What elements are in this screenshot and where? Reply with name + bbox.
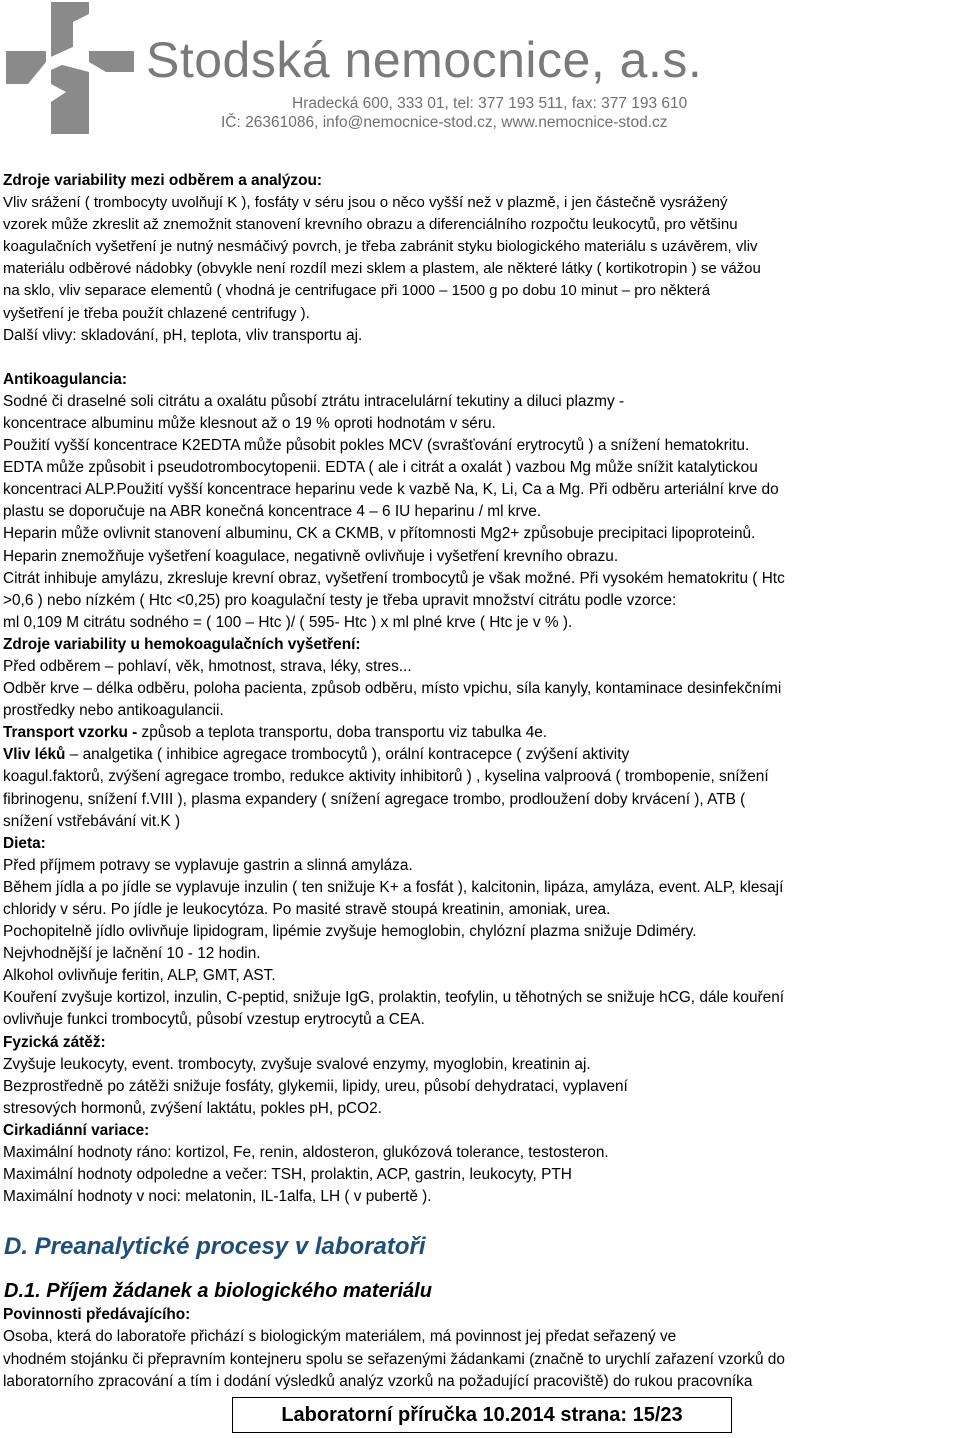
page-header	[0, 0, 960, 135]
text-line: Osoba, která do laboratoře přichází s biologickým materiálem, má povinnost jej předat seřazený ve	[3, 1328, 677, 1346]
text-line: Bezprostředně po zátěži snižuje fosfáty, glykemii, lipidy, ureu, působí dehydrataci, vyplavení	[3, 1077, 628, 1095]
heading-hemocoagulation: Zdroje variability u hemokoagulačních vyšetření:	[3, 635, 361, 653]
text-line: koncentraci ALP.Použití vyšší koncentrace heparinu vede k vazbě Na, K, Li, Ca a Mg. Při odběru arteriální krve do	[3, 481, 779, 499]
label-drugs: Vliv léků	[3, 746, 66, 764]
text-line: Kouření zvyšuje kortizol, inzulin, C-peptid, snižuje IgG, prolaktin, teofylin, u těhotných se snižuje hCG, dále kouření	[3, 989, 785, 1007]
text-line: ml 0,109 M citrátu sodného = ( 100 – Htc )/ ( 595- Htc ) x ml plné krve ( Htc je v % ).	[3, 613, 573, 631]
text-line: Heparin znemožňuje vyšetření koagulace, negativně ovlivňuje i vyšetření krevního obrazu.	[3, 547, 619, 565]
text-line: koagul.faktorů, zvýšení agregace trombo, redukce aktivity inhibitorů ) , kyselina valproová ( trombopenie, snížení	[3, 768, 769, 786]
text-line: snížení vstřebávání vit.K )	[3, 812, 181, 830]
address-line-2: IČ: 26361086, info@nemocnice-stod.cz, www.nemocnice-stod.cz	[221, 114, 668, 131]
text-line: fibrinogenu, snížení f.VIII ), plasma expandery ( snížení agregace trombo, prodloužení doby krvácení ), ATB (	[3, 790, 746, 808]
page-footer: Laboratorní příručka 10.2014 strana: 15/23	[232, 1397, 732, 1433]
text-line: Maximální hodnoty v noci: melatonin, IL-1alfa, LH ( v pubertě ).	[3, 1188, 432, 1206]
text-line: Během jídla a po jídle se vyplavuje inzulin ( ten snižuje K+ a fosfát ), kalcitonin, lipáza, amyláza, event. ALP, klesají	[3, 878, 784, 896]
text-line: prostředky nebo antikoagulancii.	[3, 702, 224, 720]
text-line: Sodné či draselné soli citrátu a oxalátu působí ztrátu intracelulární tekutiny a diluci plazmy -	[3, 392, 625, 410]
label-transport: Transport vzorku -	[3, 724, 138, 742]
heading-circadian: Cirkadiánní variace:	[3, 1121, 150, 1139]
heading-duties: Povinnosti předávajícího:	[3, 1306, 191, 1324]
text-line: Zvyšuje leukocyty, event. trombocyty, zvyšuje svalové enzymy, myoglobin, kreatinin aj.	[3, 1055, 591, 1073]
heading-diet: Dieta:	[3, 834, 46, 852]
text-line: chloridy v séru. Po jídle je leukocytóza. Po masité stravě stoupá kreatinin, amoniak, urea.	[3, 901, 611, 918]
text-line: vzorek může zkreslit až znemožnit stanovení krevního obrazu a diferenciálního rozpočtu leukocytů, pro většinu	[3, 216, 738, 234]
text-line: Maximální hodnoty ráno: kortizol, Fe, renin, aldosteron, glukózová tolerance, testosteron.	[3, 1144, 609, 1162]
text-line: plastu se doporučuje na ABR konečná koncentrace 4 – 6 IU heparinu / ml krve.	[3, 503, 542, 521]
text-span: – analgetika ( inhibice agregace trombocytů ), orální kontracepce ( zvýšení aktivity	[65, 746, 630, 764]
text-line: Další vlivy: skladování, pH, teplota, vliv transportu aj.	[3, 326, 363, 344]
text-line: Před odběrem – pohlaví, věk, hmotnost, strava, léky, stres...	[3, 657, 412, 675]
hospital-cross-logo-icon	[6, 2, 134, 134]
heading-physical-load: Fyzická zátěž:	[3, 1033, 106, 1051]
text-line: Použití vyšší koncentrace K2EDTA může působit pokles MCV (svrašťování erytrocytů ) a snížení hematokritu.	[3, 437, 750, 455]
section-heading-d: D. Preanalytické procesy v laboratoři	[4, 1233, 426, 1261]
text-line: laboratorního zpracování a tím i dodání výsledků analýz vzorků na požadující pracoviště) do rukou pracovníka	[3, 1372, 753, 1390]
text-line: Citrát inhibuje amylázu, zkresluje krevní obraz, vyšetření trombocytů je však možné. Při vysokém hematokritu ( Htc	[3, 569, 785, 587]
text-line	[0, 722, 960, 744]
text-span: způsob a teplota transportu, doba transportu viz tabulka 4e.	[137, 724, 548, 742]
address-line-1: Hradecká 600, 333 01, tel: 377 193 511, fax: 377 193 610	[292, 95, 688, 112]
text-line: Vliv srážení ( trombocyty uvolňují K ), fosfáty v séru jsou o něco vyšší než v plazmě, i jen částečně vysrážený	[3, 194, 728, 212]
text-line: vyšetření je třeba použít chlazené centrifugy ).	[3, 304, 310, 322]
text-line: Maximální hodnoty odpoledne a večer: TSH, prolaktin, ACP, gastrin, leukocyty, PTH	[3, 1166, 572, 1184]
text-line: stresových hormonů, zvýšení laktátu, pokles pH, pCO2.	[3, 1099, 382, 1117]
section-heading-d1: D.1. Příjem žádanek a biologického materiálu	[4, 1280, 432, 1303]
text-line: Alkohol ovlivňuje feritin, ALP, GMT, AST.	[3, 967, 276, 985]
text-line: EDTA může způsobit i pseudotrombocytopenii. EDTA ( ale i citrát a oxalát ) vazbou Mg může snížit katalytickou	[3, 459, 758, 477]
heading-anticoagulants: Antikoagulancia:	[3, 370, 127, 388]
text-line: Pochopitelně jídlo ovlivňuje lipidogram, lipémie zvyšuje hemoglobin, chylózní plazma snižuje Ddiméry.	[3, 923, 697, 941]
text-line: Odběr krve – délka odběru, poloha pacienta, způsob odběru, místo vpichu, síla kanyly, kontaminace desinfekčními	[3, 680, 782, 698]
text-line: materiálu odběrové nádobky (obvykle není rozdíl mezi sklem a plastem, ale některé látky ( kortikotropin ) se vážou	[3, 260, 761, 278]
text-line: >0,6 ) nebo nízkém ( Htc <0,25) pro koagulační testy je třeba upravit množství citrátu podle vzorce:	[3, 591, 677, 609]
document-body	[0, 170, 960, 1393]
text-line: vhodném stojánku či přepravním kontejneru spolu se seřazenými žádankami (značně to urychlí zařazení vzorků do	[3, 1350, 785, 1368]
text-line: na sklo, vliv separace elementů ( vhodná je centrifugace při 1000 – 1500 g po dobu 10 minut – pro některá	[3, 282, 711, 300]
text-line: koagulačních vyšetření je nutný nesmáčivý povrch, je třeba zabránit styku biologického materiálu s uzávěrem, vliv	[3, 238, 758, 256]
text-line: Nejvhodnější je lačnění 10 - 12 hodin.	[3, 945, 261, 963]
hospital-name: Stodská nemocnice, a.s.	[146, 32, 703, 88]
text-line	[0, 744, 960, 766]
heading-variability: Zdroje variability mezi odběrem a analýzou:	[3, 172, 323, 189]
text-line: Před příjmem potravy se vyplavuje gastrin a slinná amyláza.	[3, 856, 413, 874]
text-line: Heparin může ovlivnit stanovení albuminu, CK a CKMB, v přítomnosti Mg2+ způsobuje precipitaci lipoproteinů.	[3, 525, 756, 543]
text-line: ovlivňuje funkci trombocytů, působí vzestup erytrocytů a CEA.	[3, 1011, 425, 1029]
text-line: koncentrace albuminu může klesnout až o 19 % oproti hodnotám v séru.	[3, 414, 496, 432]
